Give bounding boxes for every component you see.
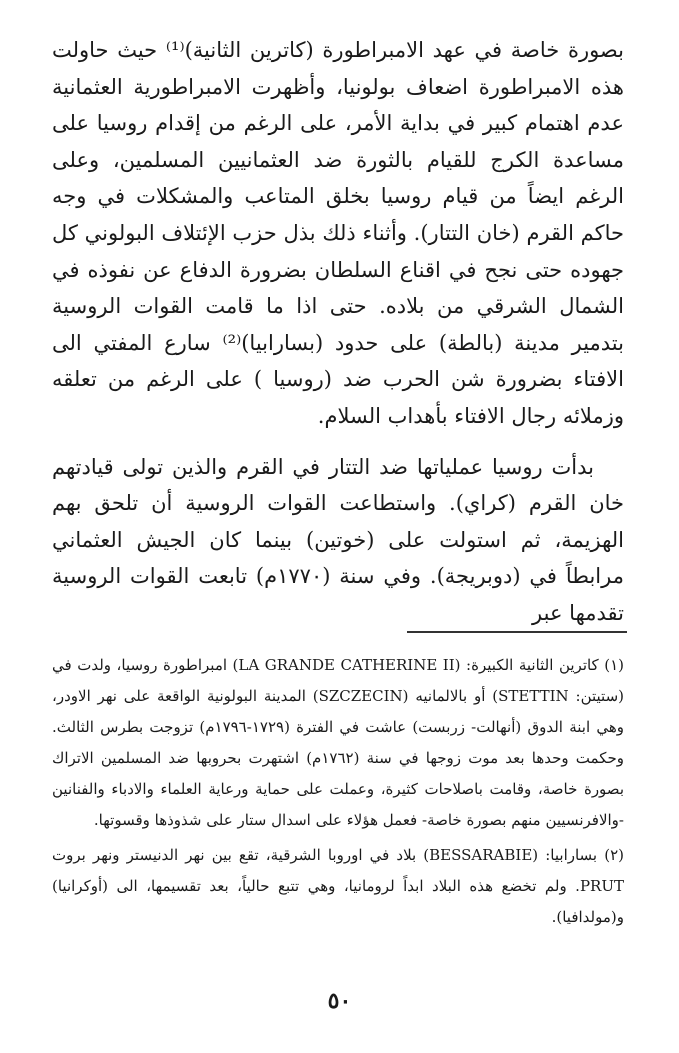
paragraph: بصورة خاصة في عهد الامبراطورة (كاترين الثانية)⁽¹⁾ حيث حاولت هذه الامبراطورة اضعاف بولونيا، وأظهرت الامبراطورية العثمانية عدم اهتمام كبير في بداية الأمر، على الرغم من إقدام روسيا على مساعدة الكرج للقيام بالثورة ضد العثمانيين المسلمين، وعلى الرغم ايضاً من قيام روسيا بخلق المتاعب والمشكلات في وجه حاكم القرم (خان التتار). وأثناء ذلك بذل حزب الإئتلاف البولوني كل جهوده حتى نجح في اقناع السلطان بضرورة الدفاع عن نفوذه في الشمال الشرقي من بلاده. حتى اذا ما قامت القوات الروسية بتدمير مدينة (بالطة) على حدود (بسارابيا)⁽²⁾ سارع المفتي الى الافتاء بضرورة شن الحرب ضد (روسيا ) على الرغم من تعلقه وزملائه رجال الافتاء بأهداب السلام. xyxy=(52,38,624,428)
footnote: (١) كاترين الثانية الكبيرة: (LA GRANDE CATHERINE II) امبراطورة روسيا، ولدت في (ستيتن: STETTIN) أو بالالمانيه (SZCZECIN) المدينة البولونية الواقعة على نهر الاودر، وهي ابنة الدوق (أنهالت- زربست) عاشت في الفترة (١٧٢٩-١٧٩٦م) تزوجت بطرس الثالث. وحكمت وحدها بعد موت زوجها في سنة (١٧٦٢م) اشتهرت بحروبها ضد المسلمين الاتراك بصورة خاصة، وقامت باصلاحات كثيرة، وعملت على حماية ورعاية العلماء والادباء والفنانين -والافرنسيين منهم بصورة خاصة- فعمل هؤلاء على اسدال ستار على شذوذها وقسوتها. xyxy=(52,656,625,829)
footnote: (٢) بسارابيا: (BESSARABIE) بلاد في اوروبا الشرقية، تقع بين نهر الدنيستر ونهر بروت PRUT. ولم تخضع هذه البلاد ابداً لرومانيا، وهي تتبع حالياً، بعد تقسيمها، الى (أوكرانيا) و(مولدافيا). xyxy=(52,846,624,926)
paragraph: بدأت روسيا عملياتها ضد التتار في القرم والذين تولى قيادتهم خان القرم (كراي). واستطاعت القوات الروسية أن تلحق بهم الهزيمة، ثم استولت على (خوتين) بينما كان الجيش العثماني مرابطاً في (دوبريجة). وفي سنة (١٧٧٠م) تابعت القوات الروسية تقدمها عبر xyxy=(52,454,624,625)
footnote-separator xyxy=(407,631,627,633)
main-text-column xyxy=(52,32,624,632)
page-number: ٥٠ xyxy=(327,988,352,1014)
body-text xyxy=(52,32,624,632)
footnotes xyxy=(52,650,624,933)
